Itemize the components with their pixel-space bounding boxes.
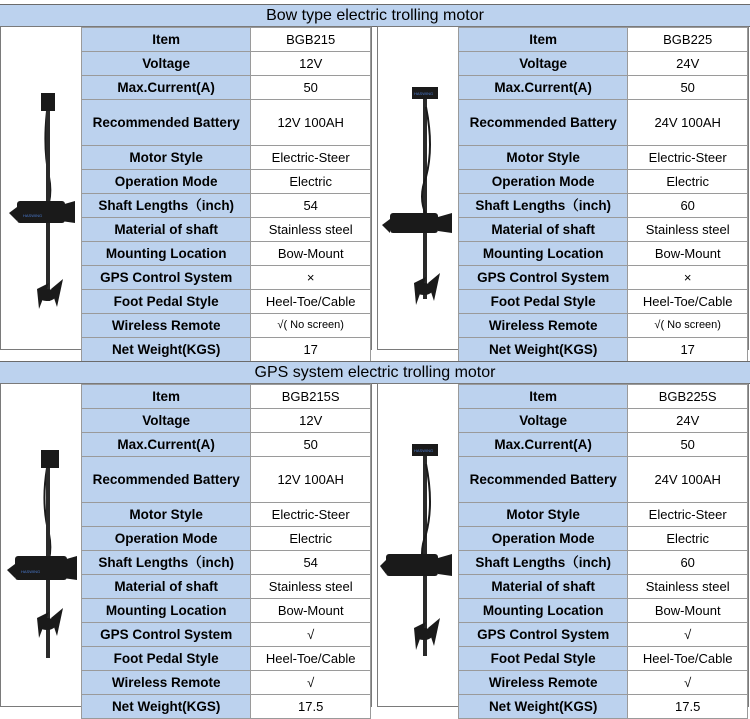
table-row bbox=[459, 338, 748, 362]
spec-label: GPS Control System bbox=[82, 266, 251, 290]
table-row bbox=[459, 527, 748, 551]
spec-value: Bow-Mount bbox=[628, 599, 748, 623]
spec-label: Recommended Battery bbox=[459, 100, 628, 146]
table-row bbox=[82, 146, 371, 170]
spec-label: Wireless Remote bbox=[459, 671, 628, 695]
spec-label: Shaft Lengths（inch) bbox=[82, 551, 251, 575]
spec-label: GPS Control System bbox=[459, 623, 628, 647]
spec-label: Max.Current(A) bbox=[82, 76, 251, 100]
spec-value: Electric-Steer bbox=[628, 503, 748, 527]
table-row bbox=[82, 218, 371, 242]
spec-label: Item bbox=[82, 28, 251, 52]
spec-label: Mounting Location bbox=[459, 242, 628, 266]
table-row bbox=[82, 575, 371, 599]
spec-value: Stainless steel bbox=[251, 218, 371, 242]
product-card-bgb225s bbox=[377, 383, 749, 714]
table-row bbox=[82, 599, 371, 623]
table-row bbox=[459, 52, 748, 76]
table-row bbox=[82, 314, 371, 338]
spec-value: Electric bbox=[628, 170, 748, 194]
spec-label: Motor Style bbox=[82, 146, 251, 170]
spec-value: 24V bbox=[628, 52, 748, 76]
spec-label: Net Weight(KGS) bbox=[82, 338, 251, 362]
spec-label: Operation Mode bbox=[82, 527, 251, 551]
spec-value: Heel-Toe/Cable bbox=[251, 647, 371, 671]
spec-value: 12V 100AH bbox=[251, 457, 371, 503]
spec-label: Material of shaft bbox=[459, 218, 628, 242]
table-row bbox=[82, 290, 371, 314]
table-row bbox=[82, 76, 371, 100]
section-banner-gps bbox=[0, 361, 750, 384]
spec-value: Stainless steel bbox=[628, 575, 748, 599]
svg-text:HASWING: HASWING bbox=[414, 91, 434, 96]
spec-value: BGB225 bbox=[628, 28, 748, 52]
table-row bbox=[82, 170, 371, 194]
product-card-bgb225 bbox=[377, 26, 749, 357]
spec-value: 24V 100AH bbox=[628, 100, 748, 146]
table-row bbox=[82, 28, 371, 52]
table-row bbox=[82, 671, 371, 695]
spec-value: 17.5 bbox=[251, 695, 371, 719]
trolling-motor-icon bbox=[1, 27, 81, 349]
spec-value: Electric-Steer bbox=[251, 503, 371, 527]
product-card-bgb215s bbox=[0, 383, 372, 714]
spec-table bbox=[81, 384, 371, 719]
spec-value: 17 bbox=[628, 338, 748, 362]
spec-value: √ bbox=[628, 671, 748, 695]
spec-label: Max.Current(A) bbox=[459, 433, 628, 457]
spec-label: Motor Style bbox=[459, 503, 628, 527]
table-row bbox=[82, 503, 371, 527]
spec-value: 12V 100AH bbox=[251, 100, 371, 146]
spec-value: Bow-Mount bbox=[628, 242, 748, 266]
table-row bbox=[459, 457, 748, 503]
table-row bbox=[82, 194, 371, 218]
table-row bbox=[459, 266, 748, 290]
section-title: Bow type electric trolling motor bbox=[266, 7, 484, 24]
table-row bbox=[459, 647, 748, 671]
spec-value: √( No screen) bbox=[628, 314, 748, 338]
spec-value: 50 bbox=[628, 76, 748, 100]
table-row bbox=[459, 575, 748, 599]
spec-table-body bbox=[459, 385, 748, 719]
spec-label: Max.Current(A) bbox=[459, 76, 628, 100]
spec-label: Voltage bbox=[82, 409, 251, 433]
spec-label: Recommended Battery bbox=[459, 457, 628, 503]
spec-label: Recommended Battery bbox=[82, 457, 251, 503]
spec-value: Electric bbox=[628, 527, 748, 551]
spec-label: Voltage bbox=[459, 409, 628, 433]
table-row bbox=[459, 623, 748, 647]
spec-value: Electric-Steer bbox=[628, 146, 748, 170]
table-row bbox=[459, 242, 748, 266]
spec-label: Motor Style bbox=[459, 146, 628, 170]
svg-text:HASWING: HASWING bbox=[21, 569, 41, 574]
table-row bbox=[82, 457, 371, 503]
table-row bbox=[459, 194, 748, 218]
spec-value: √ bbox=[251, 623, 371, 647]
spec-value: × bbox=[628, 266, 748, 290]
table-row bbox=[82, 409, 371, 433]
trolling-motor-icon bbox=[1, 384, 81, 706]
spec-value: 60 bbox=[628, 551, 748, 575]
spec-value: × bbox=[251, 266, 371, 290]
spec-value: Heel-Toe/Cable bbox=[628, 647, 748, 671]
spec-label: Wireless Remote bbox=[82, 671, 251, 695]
spec-label: Foot Pedal Style bbox=[82, 647, 251, 671]
spec-value: √( No screen) bbox=[251, 314, 371, 338]
table-row bbox=[459, 76, 748, 100]
spec-value: Stainless steel bbox=[628, 218, 748, 242]
motor-photo bbox=[378, 384, 459, 706]
table-row bbox=[82, 695, 371, 719]
spec-label: Voltage bbox=[82, 52, 251, 76]
table-row bbox=[82, 52, 371, 76]
table-row bbox=[459, 503, 748, 527]
table-row bbox=[82, 527, 371, 551]
spec-label: Item bbox=[82, 385, 251, 409]
spec-label: Wireless Remote bbox=[459, 314, 628, 338]
spec-label: Shaft Lengths（inch) bbox=[459, 194, 628, 218]
table-row bbox=[459, 385, 748, 409]
spec-label: Shaft Lengths（inch) bbox=[459, 551, 628, 575]
table-row bbox=[459, 695, 748, 719]
spec-table bbox=[81, 27, 371, 362]
motor-photo bbox=[1, 27, 82, 349]
table-row bbox=[459, 290, 748, 314]
table-row bbox=[82, 385, 371, 409]
spec-value: Electric-Steer bbox=[251, 146, 371, 170]
spec-value: 54 bbox=[251, 194, 371, 218]
svg-text:HASWING: HASWING bbox=[414, 448, 434, 453]
table-row bbox=[459, 170, 748, 194]
motor-photo bbox=[1, 384, 82, 706]
spec-label: Voltage bbox=[459, 52, 628, 76]
spec-label: Operation Mode bbox=[82, 170, 251, 194]
trolling-motor-icon bbox=[378, 384, 458, 706]
spec-table-body bbox=[82, 385, 371, 719]
spec-value: Heel-Toe/Cable bbox=[251, 290, 371, 314]
trolling-motor-icon bbox=[378, 27, 458, 349]
table-row bbox=[82, 647, 371, 671]
spec-label: GPS Control System bbox=[459, 266, 628, 290]
spec-label: Foot Pedal Style bbox=[459, 647, 628, 671]
spec-value: Heel-Toe/Cable bbox=[628, 290, 748, 314]
table-row bbox=[459, 433, 748, 457]
spec-label: Mounting Location bbox=[82, 242, 251, 266]
spec-value: 24V bbox=[628, 409, 748, 433]
spec-value: 50 bbox=[251, 433, 371, 457]
spec-table bbox=[458, 384, 748, 719]
spec-table bbox=[458, 27, 748, 362]
spec-value: BGB215 bbox=[251, 28, 371, 52]
spec-value: Bow-Mount bbox=[251, 242, 371, 266]
spec-value: 12V bbox=[251, 409, 371, 433]
table-row bbox=[459, 551, 748, 575]
spec-label: GPS Control System bbox=[82, 623, 251, 647]
spec-value: Stainless steel bbox=[251, 575, 371, 599]
table-row bbox=[82, 338, 371, 362]
spec-value: Electric bbox=[251, 527, 371, 551]
spec-table-body bbox=[459, 28, 748, 362]
table-row bbox=[459, 28, 748, 52]
spec-value: 60 bbox=[628, 194, 748, 218]
motor-photo bbox=[378, 27, 459, 349]
section-banner-bow bbox=[0, 4, 750, 27]
table-row bbox=[82, 551, 371, 575]
table-row bbox=[459, 671, 748, 695]
spec-value: BGB215S bbox=[251, 385, 371, 409]
product-card-bgb215 bbox=[0, 26, 372, 357]
table-row bbox=[459, 599, 748, 623]
spec-label: Mounting Location bbox=[82, 599, 251, 623]
table-row bbox=[459, 146, 748, 170]
spec-table-body bbox=[82, 28, 371, 362]
spec-value: 24V 100AH bbox=[628, 457, 748, 503]
table-row bbox=[459, 409, 748, 433]
spec-label: Net Weight(KGS) bbox=[459, 338, 628, 362]
spec-value: 17.5 bbox=[628, 695, 748, 719]
spec-value: √ bbox=[628, 623, 748, 647]
table-row bbox=[82, 266, 371, 290]
table-row bbox=[82, 623, 371, 647]
spec-value: 17 bbox=[251, 338, 371, 362]
spec-value: 54 bbox=[251, 551, 371, 575]
spec-label: Wireless Remote bbox=[82, 314, 251, 338]
spec-label: Item bbox=[459, 28, 628, 52]
spec-value: BGB225S bbox=[628, 385, 748, 409]
table-row bbox=[459, 100, 748, 146]
spec-label: Motor Style bbox=[82, 503, 251, 527]
spec-label: Operation Mode bbox=[459, 527, 628, 551]
table-row bbox=[82, 242, 371, 266]
section-title: GPS system electric trolling motor bbox=[254, 364, 496, 381]
spec-label: Material of shaft bbox=[82, 218, 251, 242]
spec-label: Shaft Lengths（inch) bbox=[82, 194, 251, 218]
spec-label: Item bbox=[459, 385, 628, 409]
spec-label: Mounting Location bbox=[459, 599, 628, 623]
spec-label: Material of shaft bbox=[459, 575, 628, 599]
spec-label: Operation Mode bbox=[459, 170, 628, 194]
spec-label: Max.Current(A) bbox=[82, 433, 251, 457]
table-row bbox=[459, 218, 748, 242]
spec-label: Net Weight(KGS) bbox=[82, 695, 251, 719]
spec-label: Recommended Battery bbox=[82, 100, 251, 146]
spec-label: Foot Pedal Style bbox=[459, 290, 628, 314]
spec-value: 50 bbox=[251, 76, 371, 100]
spec-value: 50 bbox=[628, 433, 748, 457]
spec-value: Electric bbox=[251, 170, 371, 194]
svg-text:HASWING: HASWING bbox=[23, 213, 43, 218]
table-row bbox=[459, 314, 748, 338]
spec-value: √ bbox=[251, 671, 371, 695]
spec-label: Foot Pedal Style bbox=[82, 290, 251, 314]
table-row bbox=[82, 100, 371, 146]
spec-value: 12V bbox=[251, 52, 371, 76]
spec-value: Bow-Mount bbox=[251, 599, 371, 623]
table-row bbox=[82, 433, 371, 457]
spec-label: Material of shaft bbox=[82, 575, 251, 599]
spec-label: Net Weight(KGS) bbox=[459, 695, 628, 719]
